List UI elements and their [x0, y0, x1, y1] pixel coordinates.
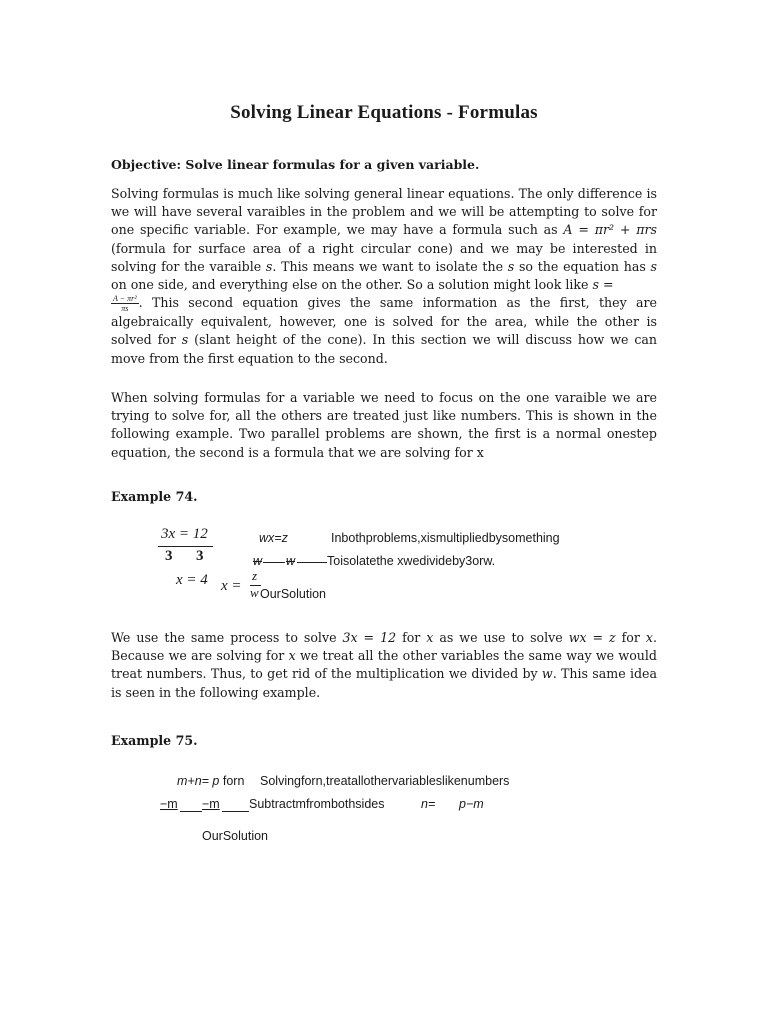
page-title: Solving Linear Equations - Formulas	[230, 102, 538, 123]
equation-m-n-p: m+n= p forn	[177, 774, 245, 788]
objective-text: Objective: Solve linear formulas for a given variable.	[111, 157, 480, 172]
result-n-rhs: p−m	[459, 797, 484, 811]
note-subtract: Subtractmfrombothsides	[249, 797, 385, 811]
divisor-left: 3	[165, 548, 173, 564]
result-numerator: z	[252, 568, 258, 583]
division-bar	[158, 546, 213, 547]
note-solving-for-n: Solvingforn,treatallothervariableslikenumbers	[260, 774, 510, 788]
result-x-4: x = 4	[176, 572, 208, 588]
divisor-right: 3	[196, 548, 204, 564]
result-denominator: w	[250, 585, 259, 600]
equation-3x-12: 3x = 12	[161, 526, 208, 542]
divide-w-right: w	[286, 554, 296, 568]
solution-fraction: $\frac{\text{A − πr²}}{\pi s}$	[113, 294, 137, 314]
note-our-solution: OurSolution	[260, 587, 327, 601]
subtract-m-right: −m	[202, 797, 220, 811]
example-74-heading: Example 74.	[111, 489, 198, 504]
note-our-solution-75: OurSolution	[202, 829, 269, 843]
example-75-heading: Example 75.	[111, 733, 198, 748]
process-paragraph: We use the same process to solve 3x = 12 for x as we use to solve wx = z for x. Because we are solving for x we treat all the other variables the same way we would treat numbers. Thus, to get rid of the multiplication we divided by w. This same idea is seen in the following example.	[111, 630, 658, 700]
equation-wx-z: wx=z	[259, 531, 288, 545]
cone-area-formula: A = πr² + πrs	[563, 222, 657, 238]
explanation-paragraph: When solving formulas for a variable we need to focus on the one varaible we are trying to solve for, all the others are treated just like numbers. This is shown in the following example. Two parallel problems are shown, the first is a normal onestep equation, the second is a formula that we are solving for x	[111, 390, 657, 460]
result-x-lhs: x =	[221, 578, 242, 594]
note-multiplied: Inbothproblems,xismultipliedbysomething	[331, 531, 560, 545]
divide-w-left: w	[253, 554, 263, 568]
note-isolate: Toisolatethe xwedivideby3orw.	[327, 554, 496, 568]
subtract-m-left: −m	[160, 797, 178, 811]
result-n-lhs: n=	[421, 797, 436, 811]
intro-paragraph: Solving formulas is much like solving general linear equations. The only difference is we will have several varaibles in the problem and we will be attempting to solve for one specific variable. For example, we may have a formula such as A = πr² + πrs (formula for surface area of a right circular cone) and we may be interested in solving for the varaible s. This means we want to isolate the s so the equation has s on one side, and everything else on the other. So a solution might look like s = $\frac{\text{A − πr²}}{\pi s}$ . This second equation gives the same information as the first, they are algebraically equivalent, however, one is solved for the area, while the other is solved for s (slant height of the cone). In this section we will discuss how we can move from the first equation to the second.	[111, 186, 658, 366]
